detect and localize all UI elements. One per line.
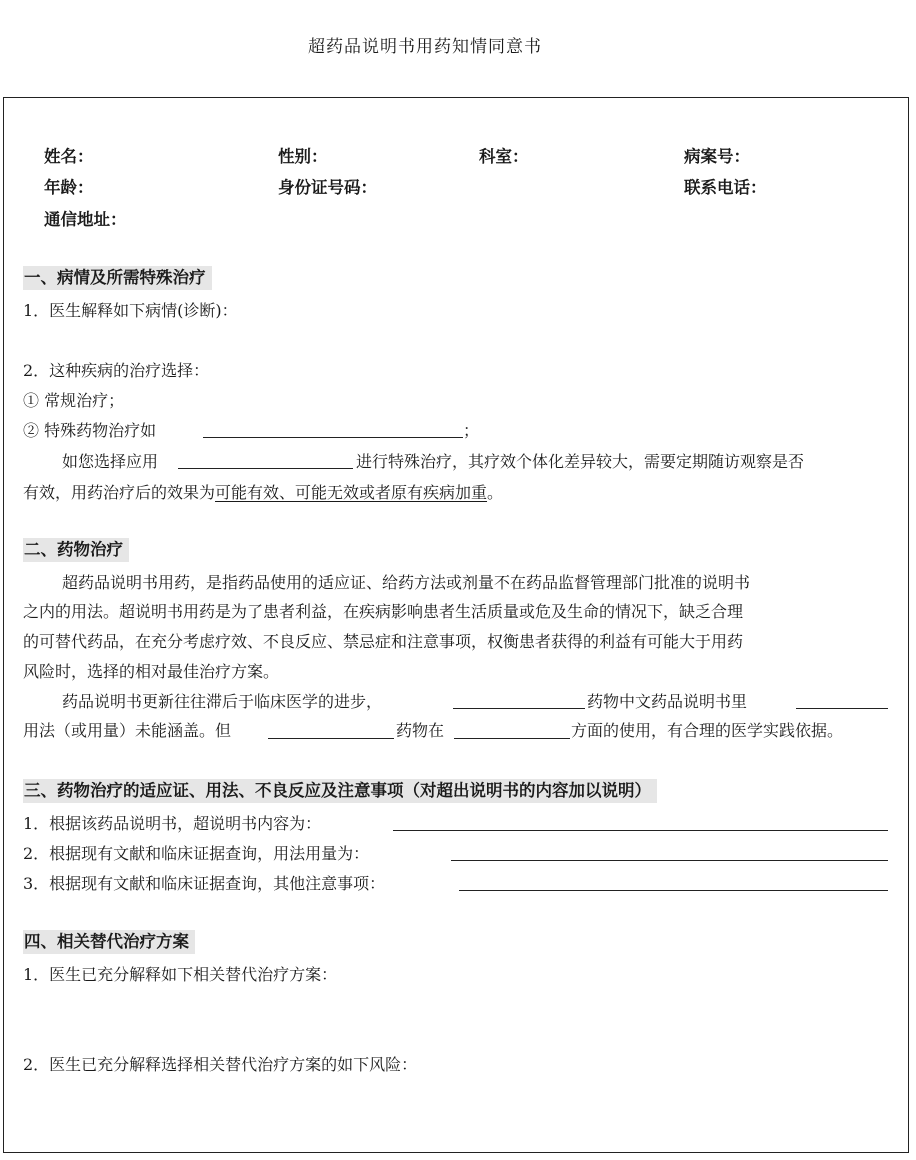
applied-drug-blank[interactable] <box>178 468 353 469</box>
section1-heading: 一、病情及所需特殊治疗 <box>23 266 212 290</box>
section2-p1-line2: 之内的用法。超说明书用药是为了患者利益，在疾病影响患者生活质量或危及生命的情况下，缺乏合理 <box>23 602 744 621</box>
other-precautions-blank[interactable] <box>459 890 888 891</box>
section2-p1-line4: 风险时，选择的相对最佳治疗方案。 <box>23 662 280 681</box>
section1-para-e: 。 <box>487 483 504 502</box>
document-title: 超药品说明书用药知情同意书 <box>308 37 542 57</box>
section3-item3: 3．根据现有文献和临床证据查询，其他注意事项： <box>23 874 386 893</box>
section4-item2: 2．医生已充分解释选择相关替代治疗方案的如下风险： <box>23 1055 418 1074</box>
department-label: 科室： <box>479 147 529 166</box>
section1-para-a: 如您选择应用 <box>62 452 159 471</box>
section3-heading: 三、药物治疗的适应证、用法、不良反应及注意事项（对超出说明书的内容加以说明） <box>23 779 657 803</box>
id-number-label: 身份证号码： <box>278 178 377 197</box>
section1-item2: 2．这种疾病的治疗选择： <box>23 361 210 380</box>
section1-para-c: 有效，用药治疗后的效果为 <box>23 483 216 502</box>
section2-p1-line3: 的可替代药品，在充分考虑疗效、不良反应、禁忌症和注意事项，权衡患者获得的利益有可能大于用药 <box>23 632 744 651</box>
case-number-label: 病案号： <box>684 147 750 166</box>
drug-name-blank-2[interactable] <box>268 738 394 739</box>
address-label: 通信地址： <box>44 210 127 229</box>
section2-p2-e: 方面的使用，有合理的医学实践依据。 <box>571 721 844 740</box>
section2-heading: 二、药物治疗 <box>23 538 129 562</box>
section1-option1: ① 常规治疗； <box>23 391 125 410</box>
form-frame <box>3 97 909 1153</box>
section1-option2: ② 特殊药物治疗如 <box>23 421 157 440</box>
age-label: 年龄： <box>44 178 94 197</box>
section3-item1: 1．根据该药品说明书，超说明书内容为： <box>23 814 322 833</box>
section1-para-b: 进行特殊治疗，其疗效个体化差异较大，需要定期随访观察是否 <box>356 452 805 471</box>
usage-aspect-blank[interactable] <box>454 738 570 739</box>
drug-name-blank-1[interactable] <box>453 708 585 709</box>
special-drug-blank[interactable] <box>203 437 463 438</box>
section4-heading: 四、相关替代治疗方案 <box>23 930 195 954</box>
section3-item2: 2．根据现有文献和临床证据查询，用法用量为： <box>23 844 370 863</box>
section2-p2-c: 用法（或用量）未能涵盖。但 <box>23 721 232 740</box>
section1-option2-end: ； <box>463 421 480 440</box>
gender-label: 性别： <box>278 147 328 166</box>
phone-label: 联系电话： <box>684 178 767 197</box>
usage-blank[interactable] <box>796 708 888 709</box>
section1-effect-note: 可能有效、可能无效或者原有疾病加重 <box>215 483 488 502</box>
name-label: 姓名： <box>44 147 94 166</box>
section2-p2-a: 药品说明书更新往往滞后于临床医学的进步， <box>62 692 383 711</box>
section1-item1: 1．医生解释如下病情(诊断)： <box>23 301 238 320</box>
section2-p1-line1: 超药品说明书用药，是指药品使用的适应证、给药方法或剂量不在药品监督管理部门批准的说明书 <box>62 573 751 592</box>
section2-p2-b: 药物中文药品说明书里 <box>587 692 748 711</box>
section2-p2-d: 药物在 <box>396 721 445 740</box>
dosage-blank[interactable] <box>451 860 888 861</box>
section4-item1: 1．医生已充分解释如下相关替代治疗方案： <box>23 965 338 984</box>
off-label-content-blank[interactable] <box>393 830 888 831</box>
